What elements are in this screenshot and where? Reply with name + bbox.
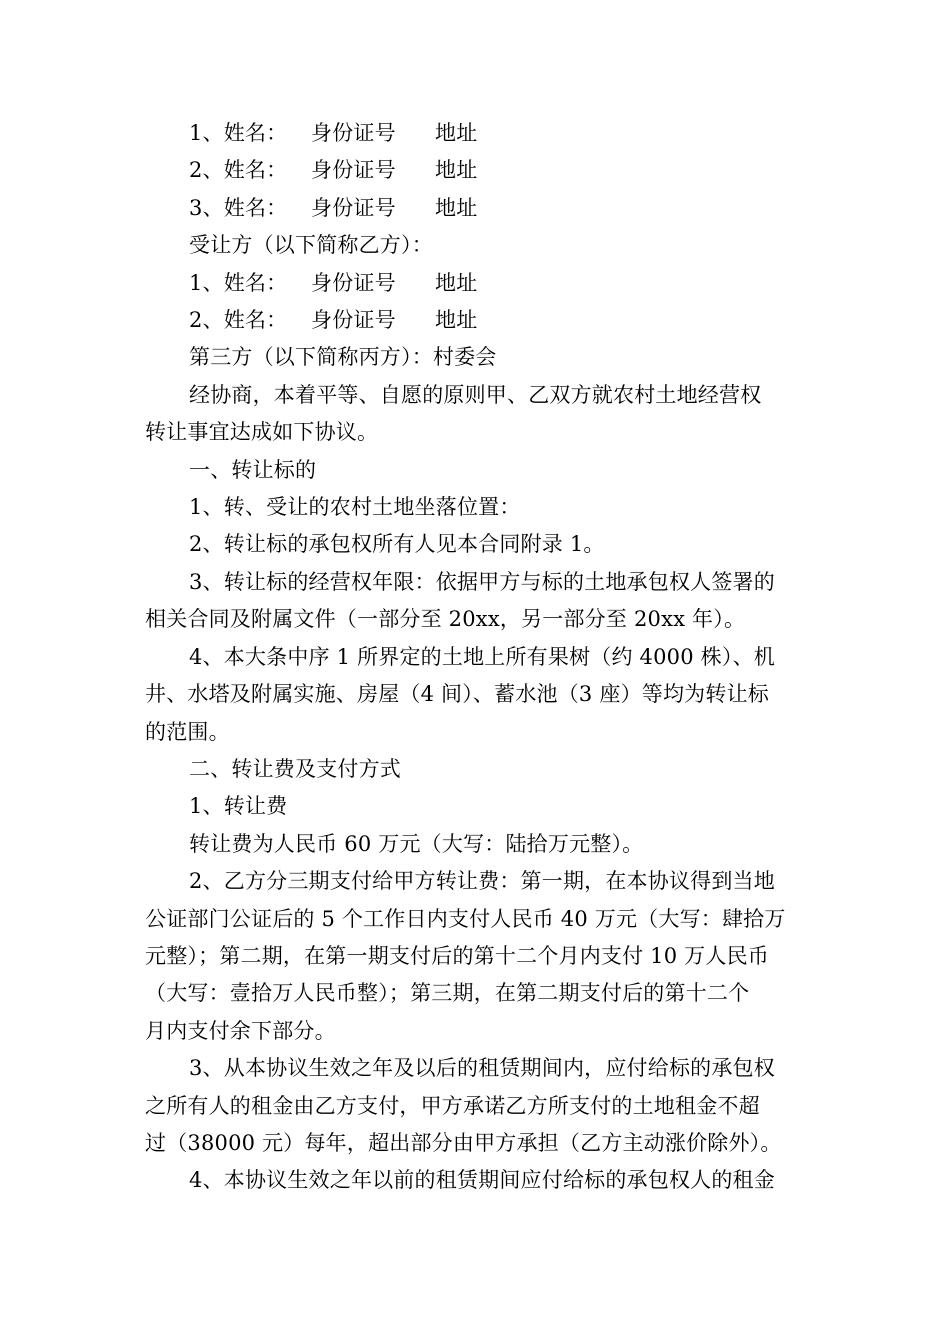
address-label: 地址	[435, 195, 478, 220]
transferee-person-row	[145, 302, 810, 339]
name-label: 2、姓名：	[189, 158, 288, 183]
transferee-heading: 受让方（以下简称乙方）：	[189, 233, 433, 258]
clause-line: 公证部门公证后的 5 个工作日内支付人民币 40 万元（大写：肆拾万	[145, 906, 786, 931]
id-label: 身份证号	[311, 121, 396, 145]
clause-line: 月内支付余下部分。	[145, 1018, 336, 1043]
intro-line: 经协商，本着平等、自愿的原则甲、乙双方就农村土地经营权	[189, 382, 762, 407]
clause-line: （大写：壹拾万人民币整）；第三期，在第二期支付后的第十二个	[145, 981, 750, 1006]
clause-line: 2、乙方分三期支付给甲方转让费：第一期，在本协议得到当地	[189, 869, 775, 894]
address-label: 地址	[435, 270, 478, 295]
document-page	[145, 115, 810, 1200]
address-label: 地址	[435, 121, 478, 145]
intro-line: 转让事宜达成如下协议。	[145, 420, 379, 445]
transferee-person-row	[145, 265, 810, 302]
clause-line: 过（38000 元）每年，超出部分由甲方承担（乙方主动涨价除外）。	[145, 1130, 782, 1155]
clause-line: 的范围。	[145, 719, 230, 744]
address-label: 地址	[435, 158, 478, 183]
section-title: 一、转让标的	[189, 457, 317, 482]
id-label: 身份证号	[311, 195, 396, 220]
clause-line: 3、转让标的经营权年限：依据甲方与标的土地承包权人签署的	[189, 569, 775, 594]
address-label: 地址	[435, 308, 478, 333]
clause-line: 1、转、受让的农村土地坐落位置：	[189, 495, 521, 520]
id-label: 身份证号	[311, 158, 396, 183]
name-label: 1、姓名：	[189, 270, 288, 295]
clause-line: 4、本大条中序 1 所界定的土地上所有果树（约 4000 株）、机	[189, 644, 775, 669]
name-label: 1、姓名：	[189, 121, 288, 145]
clause-line: 之所有人的租金由乙方支付，甲方承诺乙方所支付的土地租金不超	[145, 1093, 760, 1118]
clause-line: 元整）；第二期，在第一期支付后的第十二个月内支付 10 万人民币	[145, 943, 769, 968]
id-label: 身份证号	[311, 308, 396, 333]
clause-line: 转让费为人民币 60 万元（大写：陆拾万元整）。	[189, 831, 644, 856]
transferor-person-row	[145, 152, 810, 189]
clause-line: 3、从本协议生效之年及以后的租赁期间内，应付给标的承包权	[189, 1056, 775, 1081]
id-label: 身份证号	[311, 270, 396, 295]
transferor-person-row	[145, 190, 810, 227]
clause-line: 4、本协议生效之年以前的租赁期间应付给标的承包权人的租金	[189, 1168, 775, 1193]
section-title: 二、转让费及支付方式	[189, 756, 401, 781]
clause-line: 相关合同及附属文件（一部分至 20xx，另一部分至 20xx 年）。	[145, 607, 746, 632]
clause-line: 井、水塔及附属实施、房屋（4 间）、蓄水池（3 座）等均为转让标	[145, 682, 769, 707]
transferor-person-row	[145, 115, 810, 152]
third-party-line: 第三方（以下简称丙方）：村委会	[189, 345, 497, 370]
clause-title: 1、转让费	[189, 794, 288, 819]
clause-line: 2、转让标的承包权所有人见本合同附录 1。	[189, 532, 605, 557]
name-label: 2、姓名：	[189, 308, 288, 333]
name-label: 3、姓名：	[189, 195, 288, 220]
